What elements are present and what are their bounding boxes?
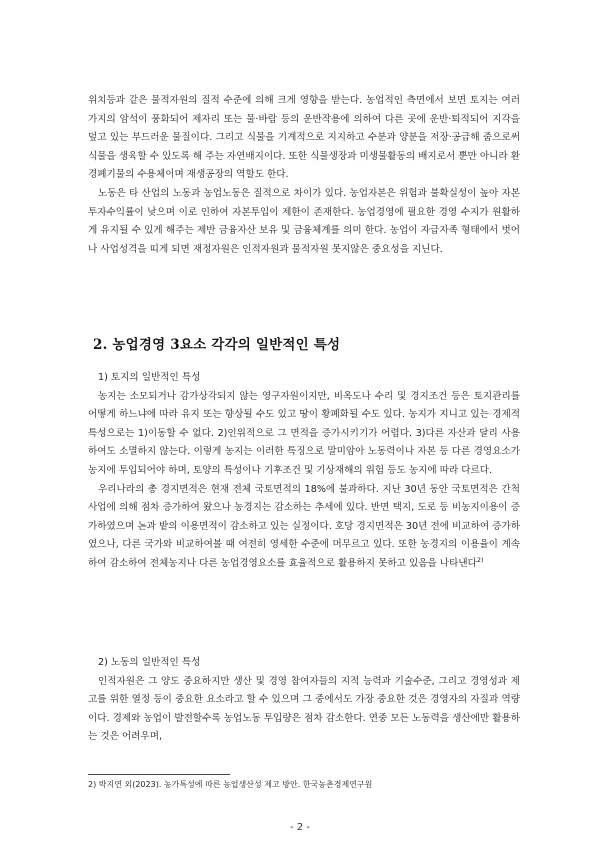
labor-paragraph: 인적자원은 그 양도 중요하지만 생산 및 경영 참여자들의 지적 능력과 기술수준, 그리고 경영성과 제고를 위한 열정 등이 중요한 요소라고 할 수 있으며 그 중에서도 가장 중요한 것은 경영자의 자질과 역량이다. 경제와 농업이 발전할수록 농업노동 투입량은 점차 감소한다. 연중 모든 노동력을 생산에만 활용하는 것은 어려우며,	[88, 675, 520, 743]
section-heading: 2. 농업경영 3요소 각각의 일반적인 특성	[93, 337, 341, 353]
land-paragraph-1: 농지는 소모되거나 감가상각되지 않는 영구자원이지만, 비옥도나 수리 및 경지조건 등은 토지관리를 어떻게 하느냐에 따라 유지 또는 향상될 수도 있고 땅이 황폐화될 수도 있다. 농지가 지니고 있는 경제적 특성으로는 1)이동할 수 없다. 2)인위적으로 그 면적을 증가시키기가 어렵다. 3)다른 자산과 달리 사용하여도 소멸하지 않는다. 이렇게 농지는 이러한 특징으로 말미암아 노동력이나 자본 등 다른 경영요소가 농지에 투입되어야 하며, 토양의 특성이나 기후조건 및 기상재해의 위험 등도 농지에 따라 다르다.	[88, 390, 520, 476]
land-section	[88, 369, 520, 574]
footnote-divider	[88, 774, 230, 775]
land-paragraph-2-text: 우리나라의 총 경지면적은 현재 전체 국토면적의 18%에 불과하다. 지난 30년 동안 국토면적은 간척사업에 의해 점차 증가하여 왔으나 농경지는 감소하는 추세에 있다. 반면 택지, 도로 등 비농지이용이 증가하였으며 논과 밭의 이용면적이 감소하고 있는 실정이다. 호당 경지면적은 30년 전에 비교하여 증가하였으나, 다른 국가와 비교하여볼 때 여전히 영세한 수준에 머무르고 있다. 또한 농경지의 이용율이 계속하여 감소하여 전체농지나 다른 농업경영요소를 효율적으로 활용하지 못하고 있음을 나타낸다	[88, 483, 520, 569]
page-number: - 2 -	[290, 822, 310, 833]
land-subheading: 1) 토지의 일반적인 특성	[98, 372, 201, 383]
footnote: 2) 박지연 외(2023). 농가특성에 따른 농업생산성 제고 방안. 한국농촌경제연구원	[88, 780, 373, 789]
labor-subheading: 2) 노동의 일반적인 특성	[98, 657, 201, 668]
intro-paragraph-2: 노동은 타 산업의 노동과 농업노동은 질적으로 차이가 있다. 농업자본은 위험과 불확실성이 높아 자본투자수익률이 낮으며 이로 인하여 자본투입이 제한이 존재한다. 농업경영에 필요한 경영 수지가 원활하게 유지될 수 있게 해주는 제반 금융자산 보유 및 금융체계를 의미 한다. 농업이 자급자족 형태에서 벗어나 사업성격을 띠게 되면 재정자원은 인적자원과 물적자원 못지않은 중요성을 지닌다.	[88, 187, 520, 255]
labor-section	[88, 654, 520, 747]
intro-section	[88, 92, 520, 259]
land-paragraph-2	[88, 481, 520, 574]
footnote-marker[interactable]: 2)	[476, 555, 484, 564]
intro-paragraph-1: 위치등과 같은 물적자원의 질적 수준에 의해 크게 영향을 받는다. 농업적인 측면에서 보면 토지는 여러 가지의 암석이 풍화되어 제자리 또는 물·바람 등의 운반작용에 의하여 다른 곳에 운반·퇴적되어 지각을 덮고 있는 부드러운 물질이다. 그리고 식물을 기계적으로 지지하고 수분과 양분을 저장·공급해 줌으로써 식물을 생육할 수 있도록 해 주는 자연배지이다. 또한 식물생장과 미생물활동의 배지로서 뿐만 아니라 환경폐기물의 수용체이며 재생공장의 역할도 한다.	[88, 95, 520, 181]
